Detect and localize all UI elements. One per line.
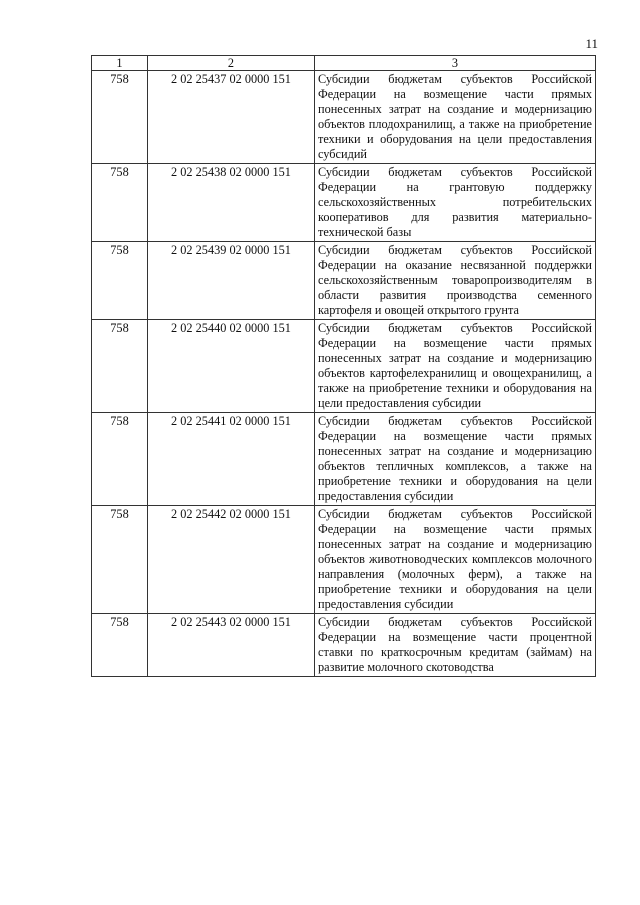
income-name-cell: Субсидии бюджетам субъектов Российской Федерации на возмещение части процентной ставки по краткосрочным кредитам (займам) на развитие молочного скотоводства xyxy=(315,614,596,677)
admin-code-cell: 758 xyxy=(92,614,148,677)
income-name-cell: Субсидии бюджетам субъектов Российской Федерации на возмещение части прямых понесенных затрат на создание и модернизацию объектов животноводческих комплексов молочного направления (молочных ферм), а также на приобретение техники и оборудования на цели предоставления субсидии xyxy=(315,506,596,614)
table-row xyxy=(92,242,596,320)
admin-code-cell: 758 xyxy=(92,164,148,242)
income-code-cell: 2 02 25442 02 0000 151 xyxy=(148,506,315,614)
income-code-cell: 2 02 25439 02 0000 151 xyxy=(148,242,315,320)
column-header-1: 1 xyxy=(92,56,148,71)
column-header-2: 2 xyxy=(148,56,315,71)
table-row xyxy=(92,506,596,614)
admin-code-cell: 758 xyxy=(92,320,148,413)
table-row xyxy=(92,71,596,164)
table-row xyxy=(92,614,596,677)
income-code-cell: 2 02 25440 02 0000 151 xyxy=(148,320,315,413)
table-row xyxy=(92,320,596,413)
table-row xyxy=(92,413,596,506)
table-header-row xyxy=(92,56,596,71)
income-code-cell: 2 02 25441 02 0000 151 xyxy=(148,413,315,506)
column-header-3: 3 xyxy=(315,56,596,71)
admin-code-cell: 758 xyxy=(92,71,148,164)
admin-code-cell: 758 xyxy=(92,506,148,614)
income-name-cell: Субсидии бюджетам субъектов Российской Федерации на оказание несвязанной поддержки сельскохозяйственным товаропроизводителям в области развития производства семенного картофеля и овощей открытого грунта xyxy=(315,242,596,320)
income-name-cell: Субсидии бюджетам субъектов Российской Федерации на грантовую поддержку сельскохозяйственных потребительских кооперативов для развития материально-технической базы xyxy=(315,164,596,242)
income-name-cell: Субсидии бюджетам субъектов Российской Федерации на возмещение части прямых понесенных затрат на создание и модернизацию объектов плодохранилищ, а также на приобретение техники и оборудования на цели предоставления субсидий xyxy=(315,71,596,164)
income-code-cell: 2 02 25437 02 0000 151 xyxy=(148,71,315,164)
income-codes-table xyxy=(91,55,596,677)
table-row xyxy=(92,164,596,242)
admin-code-cell: 758 xyxy=(92,413,148,506)
income-name-cell: Субсидии бюджетам субъектов Российской Федерации на возмещение части прямых понесенных затрат на создание и модернизацию объектов тепличных комплексов, а также на приобретение техники и оборудования на цели предоставления субсидии xyxy=(315,413,596,506)
income-code-cell: 2 02 25438 02 0000 151 xyxy=(148,164,315,242)
income-code-cell: 2 02 25443 02 0000 151 xyxy=(148,614,315,677)
admin-code-cell: 758 xyxy=(92,242,148,320)
page-number: 11 xyxy=(585,36,598,51)
income-name-cell: Субсидии бюджетам субъектов Российской Федерации на возмещение части прямых понесенных затрат на создание и модернизацию объектов картофелехранилищ и овощехранилищ, а также на приобретение техники и оборудования на цели предоставления субсидии xyxy=(315,320,596,413)
